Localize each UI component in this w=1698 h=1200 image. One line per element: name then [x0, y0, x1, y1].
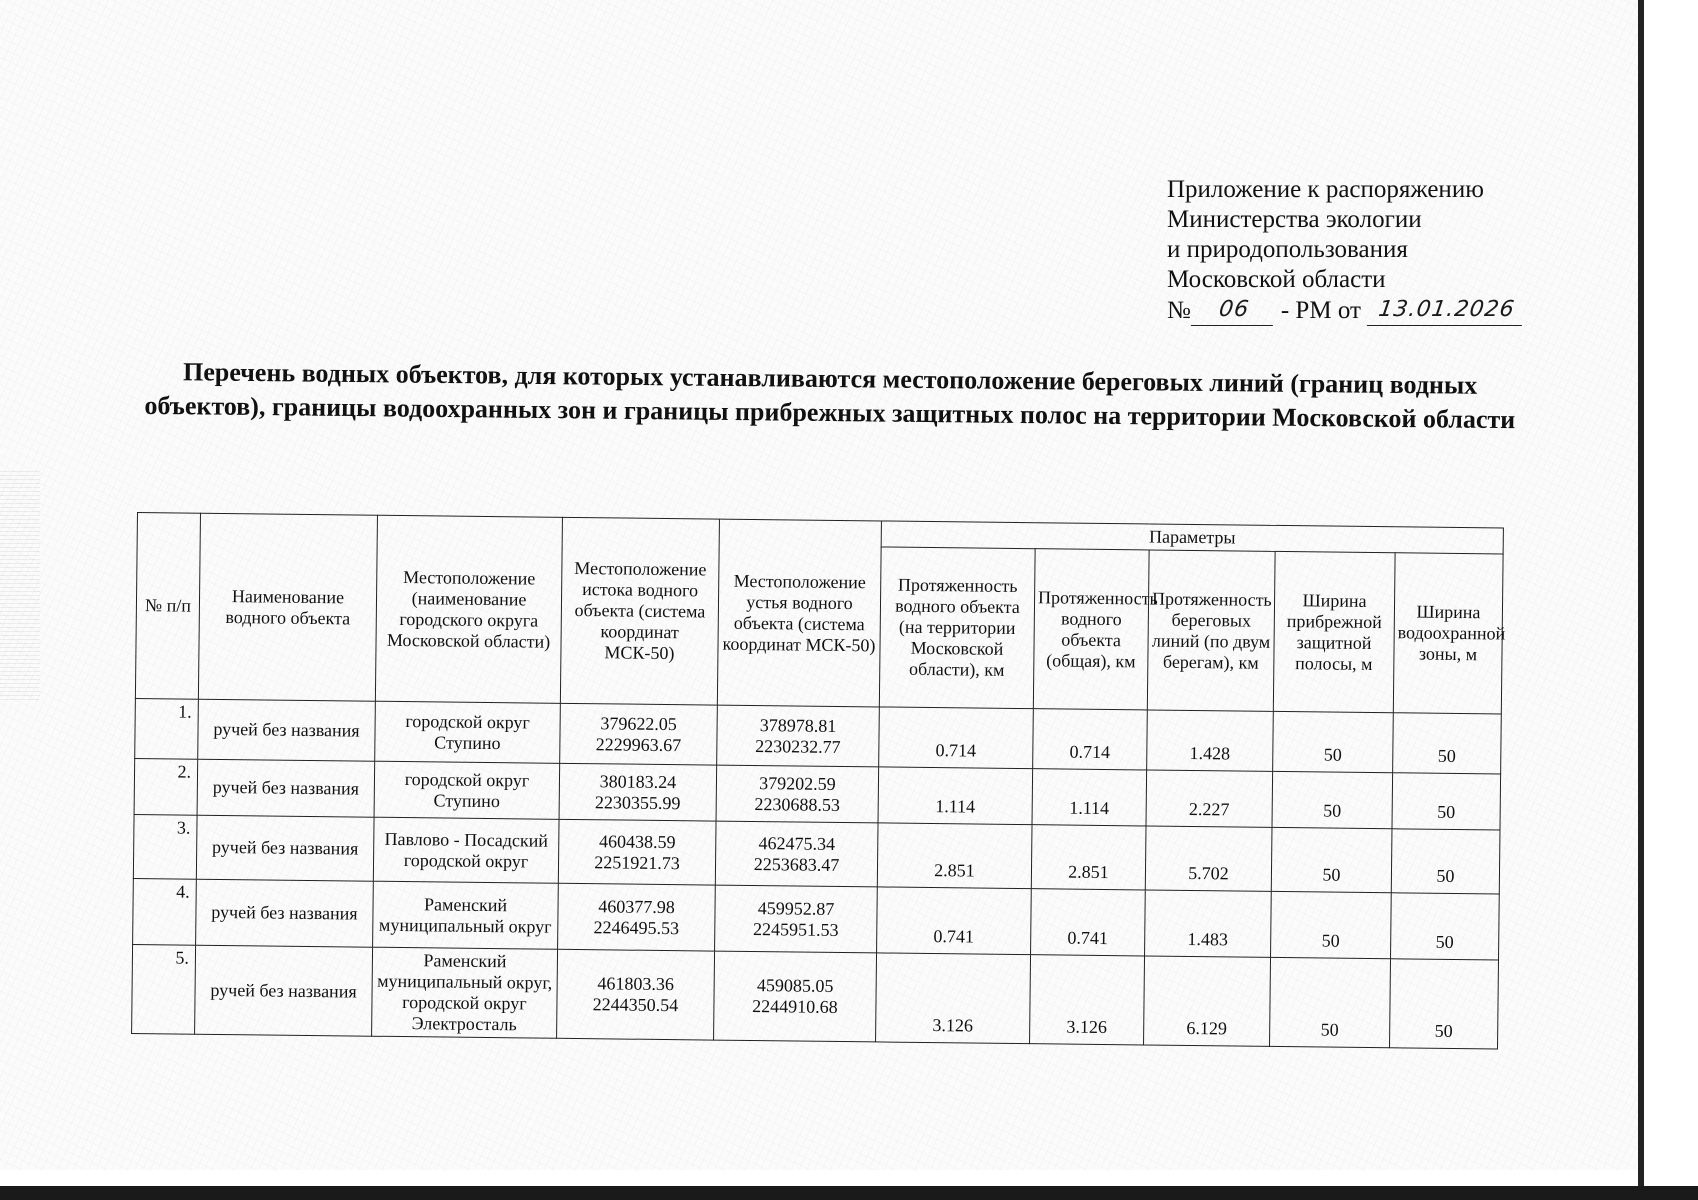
cell-source-coords [557, 949, 715, 1040]
cell-length-total [1032, 769, 1147, 826]
cell-name [197, 759, 375, 817]
col-header-num: № п/п [135, 513, 200, 700]
cell-name-text: ручей без названия [210, 979, 357, 1002]
cell-mouth-coords-text: 459952.87 [757, 897, 835, 919]
cell-mouth-coords-text: 2245951.53 [752, 918, 839, 940]
row-number [134, 758, 198, 815]
cell-shore-length [1147, 710, 1274, 771]
cell-shore-length-text: 5.702 [1188, 862, 1229, 884]
cell-mouth-coords [715, 821, 878, 887]
cell-location [374, 761, 560, 819]
number-prefix: № [1167, 297, 1191, 324]
cell-mouth-coords-text: 2230232.77 [755, 735, 841, 757]
cell-location-text: Раменский муниципальный округ, городской округ Электросталь [377, 950, 553, 1035]
cell-source-coords-text: 380183.24 [599, 770, 677, 792]
cell-location-text: городской округ Ступино [404, 768, 530, 811]
cell-location [373, 881, 559, 949]
number-suffix: - РМ от [1280, 297, 1361, 324]
col-header-location: Местоположение (наименование городского округа Московской области) [375, 515, 562, 703]
cell-length-total [1031, 825, 1146, 890]
cell-mouth-coords-text: 462475.34 [758, 832, 836, 854]
appendix-line-3: и природопользования [1167, 236, 1408, 263]
cell-shore-length-text: 2.227 [1188, 798, 1230, 820]
table-body [132, 698, 1502, 1048]
cell-source-coords [558, 883, 716, 951]
handwritten-order-number: 06 [1191, 295, 1277, 326]
cell-length-region [879, 707, 1034, 769]
cell-length-total-text: 3.126 [1066, 1016, 1108, 1038]
table-row [132, 944, 1499, 1048]
row-number [135, 698, 199, 759]
cell-name-text: ручей без названия [211, 836, 359, 859]
appendix-line-1: Приложение к распоряжению [1167, 176, 1484, 203]
cell-length-region [877, 823, 1032, 889]
cell-shore-length [1145, 826, 1272, 891]
cell-name [195, 945, 373, 1036]
row-number [132, 944, 196, 1034]
cell-water-zone-width [1393, 713, 1502, 774]
cell-name-text: ручей без названия [213, 718, 360, 741]
cell-water-zone-width-text: 50 [1435, 931, 1454, 952]
cell-coastal-width-text: 50 [1321, 930, 1340, 951]
cell-mouth-coords-text: 2230688.53 [754, 793, 841, 815]
col-header-source: Местоположение истока водного объекта (система координат МСК-50) [560, 517, 719, 705]
cell-source-coords [559, 763, 717, 821]
cell-source-coords-text: 2246495.53 [593, 916, 680, 938]
cell-source-coords-text: 2251921.73 [594, 851, 680, 873]
row-number-text: 1. [178, 701, 192, 722]
cell-water-zone-width [1392, 773, 1501, 830]
cell-location-text: Павлово - Посадский городской округ [384, 828, 549, 871]
col-header-coastal-width: Ширина прибрежной защитной полосы, м [1273, 551, 1395, 712]
cell-source-coords [558, 819, 716, 885]
cell-name [198, 699, 376, 761]
cell-coastal-width-text: 50 [1320, 1019, 1339, 1040]
cell-mouth-coords-text: 378978.81 [759, 714, 837, 736]
cell-source-coords-text: 460438.59 [598, 830, 676, 852]
cell-location [372, 947, 558, 1038]
cell-source-coords-text: 379622.05 [600, 712, 677, 734]
cell-coastal-width [1273, 711, 1394, 772]
row-number-text: 4. [176, 881, 190, 902]
appendix-header [1167, 175, 1527, 326]
cell-mouth-coords [717, 705, 880, 767]
cell-shore-length-text: 6.129 [1186, 1017, 1228, 1039]
cell-length-region-text: 1.114 [935, 796, 976, 817]
cell-name-text: ручей без названия [212, 776, 360, 799]
cell-coastal-width [1270, 957, 1391, 1047]
appendix-line-2: Министерства экологии [1167, 206, 1422, 233]
handwritten-order-date: 13.01.2026 [1367, 295, 1526, 326]
order-number-line [1167, 295, 1527, 326]
water-objects-table [131, 512, 1504, 1049]
cell-water-zone-width [1390, 959, 1499, 1049]
cell-length-total-text: 1.114 [1069, 797, 1110, 819]
cell-water-zone-width [1391, 829, 1500, 894]
cell-location-text: городской округ Ступино [405, 710, 530, 753]
scan-noise [0, 470, 40, 700]
cell-mouth-coords-text: 2253683.47 [753, 853, 840, 875]
cell-name-text: ручей без названия [211, 901, 358, 924]
cell-shore-length-text: 1.483 [1187, 928, 1229, 950]
cell-shore-length [1145, 890, 1272, 957]
cell-water-zone-width [1391, 893, 1500, 960]
cell-length-region-text: 2.851 [934, 860, 975, 881]
cell-shore-length [1144, 956, 1271, 1046]
scan-edge-right [1638, 0, 1644, 1200]
cell-mouth-coords-text: 2244910.68 [752, 996, 838, 1017]
cell-water-zone-width-text: 50 [1436, 865, 1455, 886]
cell-name [196, 879, 374, 947]
cell-water-zone-width-text: 50 [1437, 801, 1456, 822]
cell-mouth-coords-text: 459085.05 [756, 975, 834, 996]
cell-shore-length [1146, 770, 1273, 827]
col-header-name: Наименование водного объекта [198, 513, 377, 701]
col-header-shore-length: Протяженность береговых линий (по двум берегам), км [1147, 550, 1275, 711]
col-header-length-total: Протяженность водного объекта (общая), км [1033, 549, 1149, 710]
cell-length-total-text: 0.714 [1069, 741, 1111, 763]
cell-coastal-width [1271, 891, 1392, 958]
cell-source-coords-text: 461803.36 [597, 973, 675, 995]
cell-mouth-coords [716, 765, 879, 823]
cell-length-region [878, 767, 1033, 825]
cell-source-coords-text: 2244350.54 [592, 994, 679, 1016]
cell-length-region [876, 953, 1031, 1044]
group-header-parameters: Параметры [881, 521, 1503, 554]
cell-mouth-coords [715, 885, 878, 953]
cell-length-total [1031, 889, 1146, 956]
appendix-line-4: Московской области [1167, 266, 1386, 293]
row-number-text: 2. [177, 761, 192, 782]
cell-coastal-width-text: 50 [1322, 864, 1341, 885]
cell-length-total-text: 2.851 [1068, 861, 1109, 883]
cell-length-total-text: 0.741 [1067, 927, 1109, 949]
row-number [133, 878, 197, 945]
col-header-water-zone-width: Ширина водоохранной зоны, м [1393, 553, 1503, 714]
cell-source-coords [560, 703, 718, 765]
row-number-text: 3. [176, 817, 191, 838]
cell-mouth-coords-text: 379202.59 [759, 772, 836, 794]
scan-edge-bottom [0, 1186, 1698, 1200]
cell-coastal-width [1271, 827, 1392, 892]
cell-source-coords-text: 2230355.99 [594, 791, 681, 813]
cell-shore-length-text: 1.428 [1189, 742, 1231, 764]
cell-water-zone-width-text: 50 [1437, 745, 1456, 766]
cell-mouth-coords [714, 951, 877, 1042]
cell-name [196, 815, 374, 881]
cell-length-region-text: 0.741 [933, 926, 975, 947]
cell-length-total [1030, 955, 1145, 1045]
cell-location [373, 817, 559, 883]
cell-coastal-width [1272, 771, 1393, 828]
cell-coastal-width-text: 50 [1323, 744, 1342, 765]
cell-length-total [1033, 709, 1148, 770]
cell-length-region-text: 3.126 [932, 1015, 974, 1036]
cell-water-zone-width-text: 50 [1434, 1020, 1453, 1041]
cell-source-coords-text: 460377.98 [598, 895, 675, 917]
row-number-text: 5. [175, 947, 190, 968]
cell-source-coords-text: 2229963.67 [595, 733, 682, 755]
col-header-mouth: Местоположение устья водного объекта (система координат МСК-50) [717, 519, 881, 707]
row-number [133, 814, 197, 879]
cell-coastal-width-text: 50 [1323, 800, 1342, 821]
document-title: Перечень водных объектов, для которых устанавливаются местоположение береговых линий (границ водных объектов), границы водоохранных зон и границы прибрежных защитных полос на территории Московской области [144, 357, 1516, 435]
cell-location [375, 701, 561, 763]
cell-length-region [877, 887, 1032, 955]
cell-location-text: Раменский муниципальный округ [378, 893, 552, 937]
cell-length-region-text: 0.714 [935, 740, 977, 761]
col-header-length-region: Протяженность водного объекта (на территории Московской области), км [879, 547, 1035, 709]
